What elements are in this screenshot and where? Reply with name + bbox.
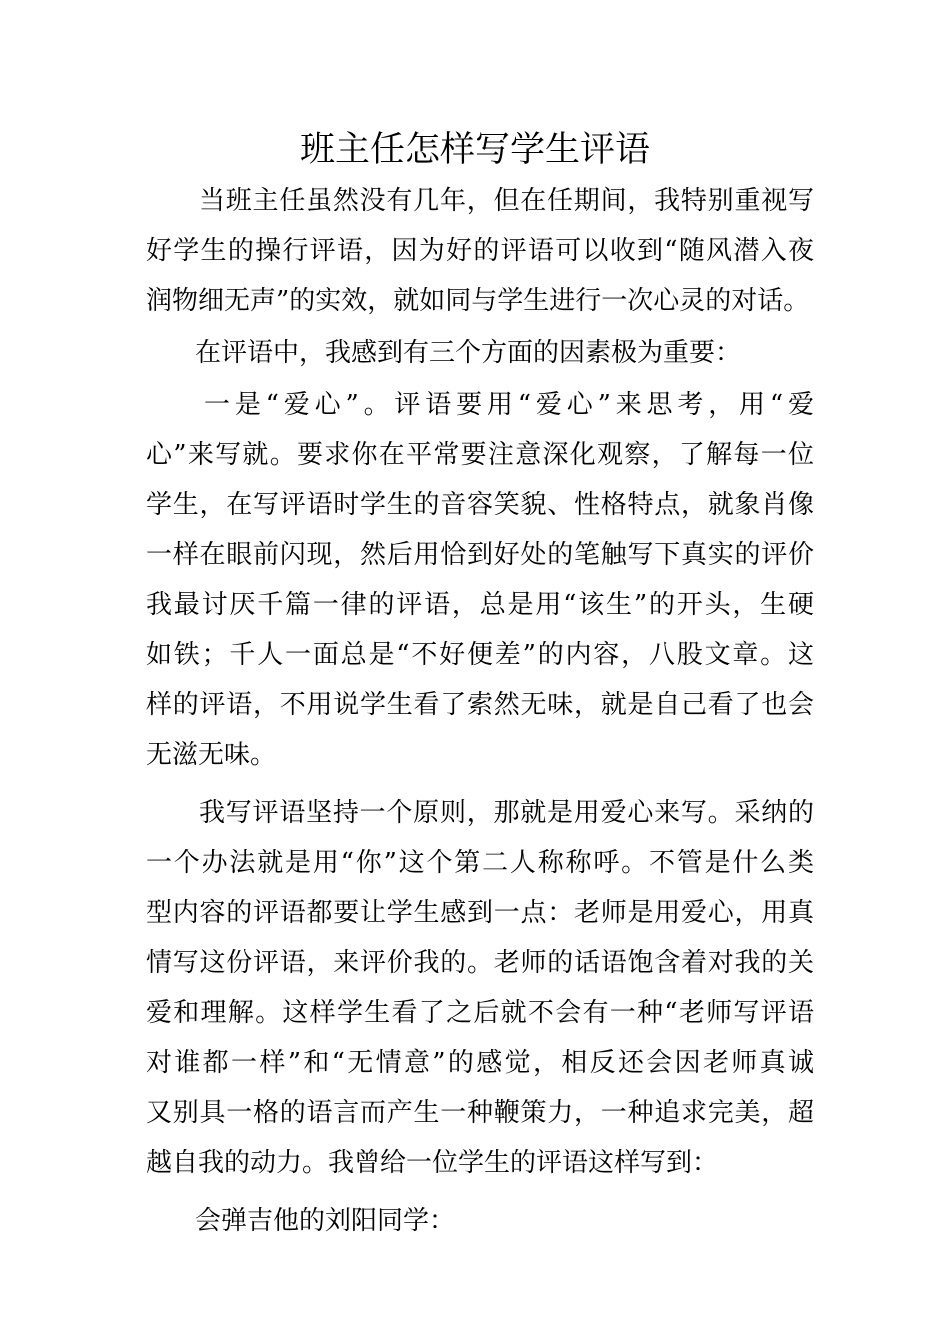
text-line: 会弹吉他的刘阳同学：: [195, 1206, 456, 1236]
paragraph-love: [146, 380, 814, 780]
text-line: 我写评语坚持一个原则，那就是用爱心来写。采纳的: [199, 798, 814, 828]
document-body: [146, 176, 814, 1246]
text-line: 在评语中，我感到有三个方面的因素极为重要：: [195, 338, 742, 368]
text-line: 情写这份评语，来评价我的。老师的话语饱含着对我的关: [146, 948, 814, 978]
paragraph-principle: [146, 788, 814, 1188]
text-line: 一个办法就是用“你”这个第二人称称呼。不管是什么类: [146, 848, 814, 878]
text-line: 一是“爱心”。评语要用“爱心”来思考，用“爱: [204, 390, 814, 420]
text-line: 我最讨厌千篇一律的评语，总是用“该生”的开头，生硬: [146, 590, 814, 620]
text-line: 型内容的评语都要让学生感到一点：老师是用爱心，用真: [146, 898, 814, 928]
paragraph-intro: [146, 176, 814, 326]
text-line: 润物细无声”的实效，就如同与学生进行一次心灵的对话。: [146, 286, 810, 316]
paragraph-factors: [146, 328, 814, 378]
text-line: 学生，在写评语时学生的音容笑貌、性格特点，就象肖像: [146, 490, 814, 520]
text-line: 样的评语，不用说学生看了索然无味，就是自己看了也会: [146, 690, 814, 720]
text-line: 对谁都一样”和“无情意”的感觉，相反还会因老师真诚: [146, 1048, 814, 1078]
text-line: 无滋无味。: [146, 740, 277, 770]
text-line: 好学生的操行评语，因为好的评语可以收到“随风潜入夜: [146, 236, 814, 266]
text-line: 爱和理解。这样学生看了之后就不会有一种“老师写评语: [146, 998, 814, 1028]
paragraph-salutation: [146, 1196, 814, 1246]
text-line: 又别具一格的语言而产生一种鞭策力，一种追求完美，超: [146, 1098, 814, 1128]
text-line: 越自我的动力。我曾给一位学生的评语这样写到：: [146, 1148, 719, 1178]
document-title: 班主任怎样写学生评语: [299, 130, 650, 170]
text-line: 心”来写就。要求你在平常要注意深化观察，了解每一位: [146, 440, 814, 470]
text-line: 如铁；千人一面总是“不好便差”的内容，八股文章。这: [146, 640, 814, 670]
text-line: 当班主任虽然没有几年，但在任期间，我特别重视写: [199, 186, 814, 216]
text-line: 一样在眼前闪现，然后用恰到好处的笔触写下真实的评价: [146, 540, 814, 570]
